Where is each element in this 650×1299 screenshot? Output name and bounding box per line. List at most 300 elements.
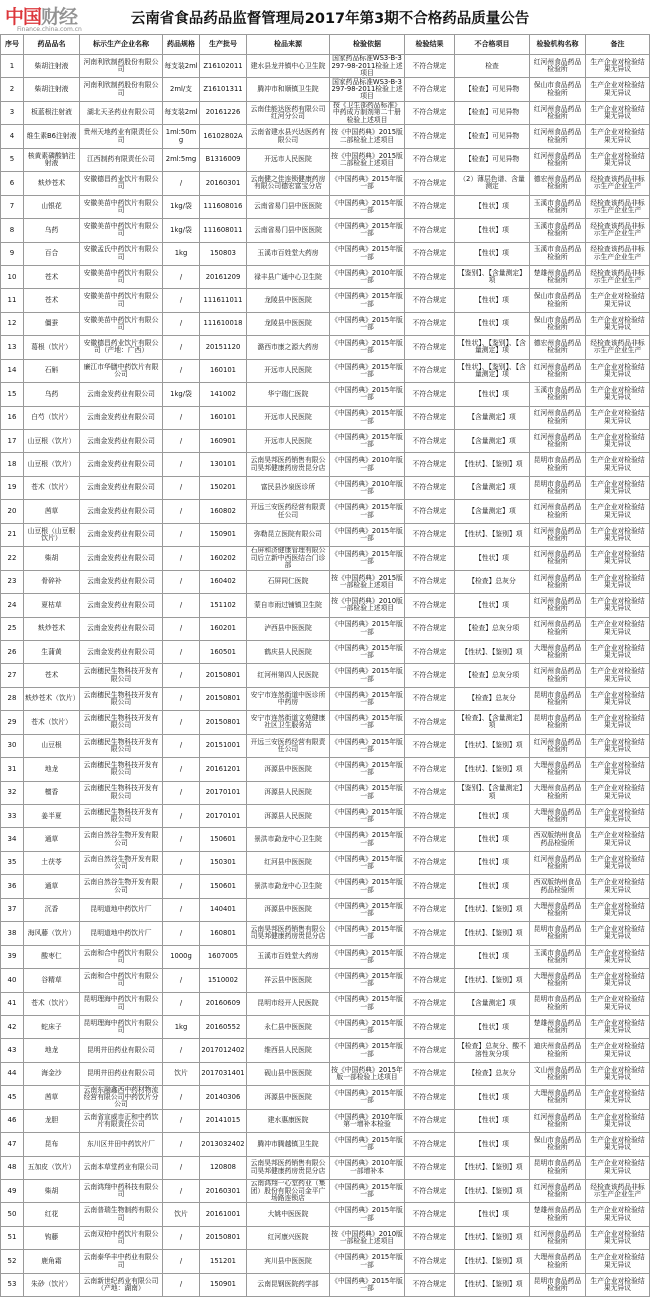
cell-sample-source: 云南省易门县中医医院 [247,196,330,219]
cell-batch-no: 160402 [200,571,247,594]
cell-failed-item: 【鉴别】、【含量测定】项 [455,266,530,289]
cell-remark: 生产企业对检验结果无异议 [586,524,650,547]
cell-serial-no: 22 [0,547,24,570]
cell-serial-no: 36 [0,875,24,898]
cell-failed-item: 【性状】、【鉴别】项 [455,969,530,992]
cell-serial-no: 27 [0,664,24,687]
cell-serial-no: 20 [0,500,24,523]
cell-specification: 1ml:50mg [163,125,200,148]
cell-drug-name: 山豆根（饮片） [24,430,80,453]
table-row [0,571,650,594]
header-test-result: 检验结果 [405,35,455,55]
cell-testing-lab: 大理州食品药品检验所 [530,899,586,922]
cell-failed-item: 【性状】、【鉴别】项 [455,899,530,922]
cell-batch-no: 20161201 [200,758,247,781]
cell-testing-lab: 大理州食品药品检验所 [530,641,586,664]
cell-batch-no: B1316009 [200,149,247,172]
cell-testing-lab: 红河州食品药品检验所 [530,1227,586,1250]
cell-remark: 生产企业对检验结果无异议 [586,289,650,312]
cell-failed-item: 【性状】、【鉴别】项 [455,1180,530,1203]
cell-sample-source: 维西县人民医院 [247,1039,330,1062]
cell-specification: / [163,1157,200,1180]
cell-specification: 1kg/袋 [163,383,200,406]
cell-testing-lab: 红河州食品药品检验所 [530,102,586,125]
cell-failed-item: 【性状】、【鉴别】项 [455,1274,530,1297]
cell-testing-lab: 红河州食品药品检验所 [530,500,586,523]
cell-drug-name: 苍术 [24,664,80,687]
cell-manufacturer: 云南穗民生物科技开发有限公司 [80,758,163,781]
cell-remark: 生产企业对检验结果无异议 [586,313,650,336]
cell-specification: / [163,828,200,851]
cell-drug-name: 地龙 [24,758,80,781]
cell-failed-item: 【性状】、【鉴别】项 [455,1227,530,1250]
cell-sample-source: 云南昊邦医药销售有限公司昊邦健康药房贵昆分店 [247,453,330,476]
cell-remark: 生产企业对检验结果无异议 [586,430,650,453]
cell-failed-item: （2）薄层色谱、含量测定 [455,172,530,195]
cell-failed-item: 【检查】可见异物 [455,149,530,172]
cell-failed-item: 【性状】项 [455,1110,530,1133]
cell-failed-item: 【性状】项 [455,1086,530,1109]
cell-manufacturer: 贵州天地药业有限责任公司 [80,125,163,148]
cell-drug-name: 生蒲黄 [24,641,80,664]
cell-specification: 饮片 [163,1203,200,1226]
cell-serial-no: 39 [0,946,24,969]
cell-sample-source: 云南健之佳连锁健康药房有限公司德宏富宝分店 [247,172,330,195]
cell-test-basis: 《中国药典》2015年版一部 [330,1180,405,1203]
cell-test-result: 不符合规定 [405,993,455,1016]
cell-drug-name: 五加皮（饮片） [24,1157,80,1180]
table-row [0,500,650,523]
cell-test-basis: 《中国药典》2015年版一部 [330,688,405,711]
cell-remark: 生产企业对检验结果无异议 [586,969,650,992]
cell-drug-name: 白芍（饮片） [24,407,80,430]
cell-manufacturer: 湖北天圣药业有限公司 [80,102,163,125]
cell-testing-lab: 红河州食品药品检验所 [530,55,586,78]
cell-test-result: 不符合规定 [405,1274,455,1297]
cell-sample-source: 禄丰县广通中心卫生院 [247,266,330,289]
cell-batch-no: 120808 [200,1157,247,1180]
header-serial-no: 序号 [0,35,24,55]
cell-drug-name: 苍术 [24,266,80,289]
cell-failed-item: 【性状】项 [455,946,530,969]
cell-failed-item: 【性状】项 [455,243,530,266]
cell-serial-no: 43 [0,1039,24,1062]
cell-drug-name: 通草 [24,875,80,898]
cell-failed-item: 【检查】总灰分 [455,571,530,594]
cell-testing-lab: 保山市食品药品检验所 [530,289,586,312]
cell-drug-name: 麸炒苍术（饮片） [24,688,80,711]
cell-remark: 生产企业对检验结果无异议 [586,500,650,523]
cell-sample-source: 红河康兴医院 [247,1227,330,1250]
cell-test-basis: 按《卫生部药品标准》中药成方制剂第二十册检验上述项目 [330,102,405,125]
cell-sample-source: 建水惠康医院 [247,1110,330,1133]
logo-url: Finance.china.com.cn [17,26,82,33]
cell-drug-name: 土茯苓 [24,852,80,875]
cell-testing-lab: 大理州食品药品检验所 [530,1086,586,1109]
cell-serial-no: 37 [0,899,24,922]
cell-testing-lab: 昆明市食品药品检验所 [530,453,586,476]
cell-batch-no: 20151001 [200,735,247,758]
cell-batch-no: 160201 [200,618,247,641]
cell-serial-no: 16 [0,407,24,430]
cell-drug-name: 骨碎补 [24,571,80,594]
cell-manufacturer: 云南金发药业有限公司 [80,524,163,547]
cell-manufacturer: 云南自然谷生物开发有限公司 [80,828,163,851]
cell-test-result: 不符合规定 [405,524,455,547]
table-row [0,336,650,359]
cell-serial-no: 44 [0,1063,24,1086]
cell-serial-no: 42 [0,1016,24,1039]
cell-specification: / [163,1180,200,1203]
cell-sample-source: 龙陵县中医医院 [247,313,330,336]
cell-serial-no: 2 [0,78,24,101]
cell-serial-no: 3 [0,102,24,125]
table-row [0,78,650,101]
cell-testing-lab: 西双版纳州食品药品检验所 [530,828,586,851]
title-bar [0,0,650,34]
cell-remark: 生产企业对检验结果无异议 [586,55,650,78]
cell-test-basis: 《中国药典》2015年版一部 [330,289,405,312]
cell-manufacturer: 云南泰华丰中药业有限公司 [80,1250,163,1273]
header-test-basis: 检验依据 [330,35,405,55]
cell-testing-lab: 大理州食品药品检验所 [530,805,586,828]
cell-test-basis: 《中国药典》2015年版一部 [330,969,405,992]
cell-manufacturer: 昆明道地中药饮片厂 [80,922,163,945]
cell-test-result: 不符合规定 [405,55,455,78]
cell-specification: / [163,430,200,453]
cell-specification: / [163,641,200,664]
cell-drug-name: 石斛 [24,360,80,383]
cell-batch-no: 1607005 [200,946,247,969]
cell-serial-no: 23 [0,571,24,594]
cell-specification: / [163,922,200,945]
cell-drug-name: 麸炒苍术 [24,172,80,195]
cell-manufacturer: 云南金发药业有限公司 [80,594,163,617]
table-row [0,172,650,195]
cell-serial-no: 33 [0,805,24,828]
cell-manufacturer: 云南东融鑫西中药材物流经营有限公司中药饮片分公司 [80,1086,163,1109]
cell-test-result: 不符合规定 [405,688,455,711]
cell-failed-item: 【性状】、【鉴别】、【含量测定】项 [455,360,530,383]
notice-table [0,34,650,1297]
cell-remark: 生产企业对检验结果无异议 [586,149,650,172]
cell-sample-source: 开远市人民医院 [247,149,330,172]
cell-drug-name: 苍术（饮片） [24,993,80,1016]
header-manufacturer: 标示生产企业名称 [80,35,163,55]
cell-manufacturer: 昆明井田药业有限公司 [80,1039,163,1062]
cell-drug-name: 夏枯草 [24,594,80,617]
cell-serial-no: 52 [0,1250,24,1273]
cell-serial-no: 9 [0,243,24,266]
cell-manufacturer: 云南穗民生物科技开发有限公司 [80,664,163,687]
table-row [0,360,650,383]
cell-manufacturer: 云南和合中药饮片有限公司 [80,969,163,992]
cell-serial-no: 15 [0,383,24,406]
cell-remark: 经检查该药品非标示生产企业生产 [586,196,650,219]
cell-failed-item: 【性状】项 [455,1016,530,1039]
cell-test-result: 不符合规定 [405,758,455,781]
table-row [0,55,650,78]
table-row [0,641,650,664]
cell-manufacturer: 云南金发药业有限公司 [80,547,163,570]
cell-testing-lab: 玉溪市食品药品检验所 [530,196,586,219]
cell-manufacturer: 安徽美苗中药饮片有限公司 [80,196,163,219]
cell-sample-source: 洱源县中医医院 [247,899,330,922]
cell-batch-no: 150201 [200,477,247,500]
cell-specification: / [163,852,200,875]
cell-remark: 生产企业对检验结果无异议 [586,360,650,383]
cell-sample-source: 大姚中医医院 [247,1203,330,1226]
cell-sample-source: 景洪市勐龙中心卫生院 [247,828,330,851]
cell-batch-no: 150601 [200,828,247,851]
cell-failed-item: 【性状】、【鉴别】项 [455,1157,530,1180]
cell-test-result: 不符合规定 [405,102,455,125]
header-specification: 药品规格 [163,35,200,55]
cell-manufacturer: 廉江市华膳中药饮片有限公司 [80,360,163,383]
cell-serial-no: 47 [0,1133,24,1156]
cell-drug-name: 柴胡注射液 [24,78,80,101]
cell-test-result: 不符合规定 [405,477,455,500]
cell-serial-no: 50 [0,1203,24,1226]
cell-batch-no: 2017031401 [200,1063,247,1086]
cell-test-basis: 《中国药典》2015年版一部 [330,1250,405,1273]
cell-test-result: 不符合规定 [405,594,455,617]
cell-drug-name: 乌药 [24,219,80,242]
cell-test-result: 不符合规定 [405,618,455,641]
cell-sample-source: 砚山县中医医院 [247,1063,330,1086]
cell-batch-no: 20161001 [200,1203,247,1226]
table-row [0,875,650,898]
cell-serial-no: 29 [0,711,24,734]
cell-test-result: 不符合规定 [405,805,455,828]
cell-drug-name: 地龙 [24,1039,80,1062]
cell-serial-no: 11 [0,289,24,312]
cell-specification: / [163,969,200,992]
cell-testing-lab: 玉溪市食品药品检验所 [530,219,586,242]
cell-testing-lab: 大理州食品药品检验所 [530,758,586,781]
cell-test-basis: 《中国药典》2015年版一部 [330,196,405,219]
cell-test-basis: 按《中国药典》2010版一部检验上述项目 [330,594,405,617]
cell-drug-name: 鹿角霜 [24,1250,80,1273]
cell-serial-no: 13 [0,336,24,359]
cell-manufacturer: 昆明理海中药饮片有限公司 [80,1016,163,1039]
table-row [0,266,650,289]
cell-test-result: 不符合规定 [405,1063,455,1086]
cell-batch-no: 20150801 [200,664,247,687]
cell-specification: / [163,711,200,734]
cell-remark: 生产企业对检验结果无异议 [586,922,650,945]
table-row [0,711,650,734]
cell-test-basis: 《中国药典》2015年版一部 [330,1274,405,1297]
cell-test-result: 不符合规定 [405,922,455,945]
cell-failed-item: 【性状】项 [455,1203,530,1226]
cell-testing-lab: 保山市食品药品检验所 [530,1133,586,1156]
cell-test-result: 不符合规定 [405,1250,455,1273]
cell-remark: 经检查该药品非标示生产企业生产 [586,336,650,359]
cell-testing-lab: 昆明市食品药品检验所 [530,477,586,500]
table-row [0,313,650,336]
cell-failed-item: 【性状】项 [455,313,530,336]
cell-testing-lab: 红河州食品药品检验所 [530,1180,586,1203]
cell-manufacturer: 安徽孟氏中药饮片有限公司 [80,243,163,266]
cell-remark: 生产企业对检验结果无异议 [586,1086,650,1109]
cell-test-basis: 《中国药典》2010年版一部 [330,453,405,476]
cell-remark: 生产企业对检验结果无异议 [586,383,650,406]
cell-test-result: 不符合规定 [405,500,455,523]
cell-testing-lab: 大理州食品药品检验所 [530,1250,586,1273]
cell-batch-no: 140401 [200,899,247,922]
cell-test-result: 不符合规定 [405,899,455,922]
cell-test-result: 不符合规定 [405,149,455,172]
cell-testing-lab: 德宏州食品药品检验所 [530,336,586,359]
cell-test-result: 不符合规定 [405,383,455,406]
cell-remark: 生产企业对检验结果无异议 [586,594,650,617]
cell-specification: / [163,313,200,336]
cell-specification: / [163,524,200,547]
cell-batch-no: 150901 [200,524,247,547]
cell-remark: 生产企业对检验结果无异议 [586,1110,650,1133]
cell-manufacturer: 云南金发药业有限公司 [80,641,163,664]
cell-drug-name: 乌药 [24,383,80,406]
cell-manufacturer: 云南普瑞生物制药有限公司 [80,1203,163,1226]
cell-specification: / [163,336,200,359]
cell-specification: 1kg/袋 [163,196,200,219]
table-row [0,102,650,125]
cell-test-result: 不符合规定 [405,1016,455,1039]
cell-failed-item: 【性状】、【鉴别】项 [455,641,530,664]
cell-remark: 生产企业对检验结果无异议 [586,1133,650,1156]
cell-specification: / [163,618,200,641]
cell-remark: 生产企业对检验结果无异议 [586,782,650,805]
cell-batch-no: 20140306 [200,1086,247,1109]
cell-failed-item: 【性状】项 [455,1133,530,1156]
table-row [0,618,650,641]
cell-serial-no: 7 [0,196,24,219]
cell-drug-name: 葛根（饮片） [24,336,80,359]
cell-specification: 每支装2ml [163,102,200,125]
cell-test-result: 不符合规定 [405,946,455,969]
cell-serial-no: 45 [0,1086,24,1109]
cell-test-basis: 《中国药典》2015年版一部 [330,1016,405,1039]
cell-test-basis: 《中国药典》2015年版一部 [330,993,405,1016]
cell-testing-lab: 保山市食品药品检验所 [530,313,586,336]
cell-specification: / [163,782,200,805]
table-row [0,805,650,828]
cell-specification: / [163,1110,200,1133]
cell-drug-name: 姜半夏 [24,805,80,828]
cell-sample-source: 安宁市连然街道中医诊所中药房 [247,688,330,711]
cell-remark: 生产企业对检验结果无异议 [586,477,650,500]
cell-remark: 生产企业对检验结果无异议 [586,946,650,969]
table-row [0,899,650,922]
cell-remark: 生产企业对检验结果无异议 [586,993,650,1016]
cell-test-result: 不符合规定 [405,828,455,851]
cell-test-result: 不符合规定 [405,336,455,359]
cell-specification: / [163,266,200,289]
cell-manufacturer: 安徽德昌药业饮片有限公司（产地：广西） [80,336,163,359]
cell-failed-item: 【性状】项 [455,828,530,851]
table-row [0,477,650,500]
cell-serial-no: 26 [0,641,24,664]
cell-drug-name: 山豆根（饮片） [24,453,80,476]
cell-test-result: 不符合规定 [405,78,455,101]
table-body [0,55,650,1297]
cell-batch-no: 20141015 [200,1110,247,1133]
cell-sample-source: 红河县中医医院 [247,852,330,875]
cell-manufacturer: 云南金发药业有限公司 [80,453,163,476]
cell-test-result: 不符合规定 [405,219,455,242]
cell-manufacturer: 云南金发药业有限公司 [80,618,163,641]
cell-sample-source: 云南昊邦医药销售有限公司昊邦健康药房贵昆分店 [247,922,330,945]
cell-serial-no: 49 [0,1180,24,1203]
cell-manufacturer: 云南穗民生物科技开发有限公司 [80,805,163,828]
cell-sample-source: 开远市人民医院 [247,407,330,430]
cell-specification: 1kg [163,243,200,266]
cell-testing-lab: 红河州食品药品检验所 [530,430,586,453]
cell-test-result: 不符合规定 [405,453,455,476]
cell-remark: 经检查该药品非标示生产企业生产 [586,219,650,242]
cell-specification: / [163,1227,200,1250]
cell-batch-no: 150901 [200,1274,247,1297]
cell-specification: / [163,1274,200,1297]
cell-drug-name: 麸炒苍术 [24,618,80,641]
cell-manufacturer: 云南鸿翔中药科技有限公司 [80,1180,163,1203]
cell-manufacturer: 江西制药有限责任公司 [80,149,163,172]
table-row [0,1086,650,1109]
cell-remark: 生产企业对检验结果无异议 [586,1203,650,1226]
cell-testing-lab: 红河州食品药品检验所 [530,360,586,383]
cell-sample-source: 石屏和济健康管理有限公司后立新中西医结合门诊部 [247,547,330,570]
table-row [0,828,650,851]
table-row [0,664,650,687]
cell-remark: 生产企业对检验结果无异议 [586,899,650,922]
cell-test-basis: 《中国药典》2015年版一部 [330,805,405,828]
table-row [0,1157,650,1180]
cell-sample-source: 云南昊邦医药销售有限公司昊邦健康药房贵昆分店 [247,1157,330,1180]
cell-testing-lab: 昆明市食品药品检验所 [530,922,586,945]
cell-sample-source: 建水县龙井镇中心卫生院 [247,55,330,78]
cell-testing-lab: 大理州食品药品检验所 [530,782,586,805]
cell-testing-lab: 昆明市食品药品检验所 [530,688,586,711]
cell-sample-source: 潞西市康之源大药房 [247,336,330,359]
cell-sample-source: 鹤庆县人民医院 [247,641,330,664]
cell-manufacturer: 安徽美苗中药饮片有限公司 [80,289,163,312]
cell-specification: / [163,758,200,781]
cell-manufacturer: 云南金发药业有限公司 [80,430,163,453]
cell-sample-source: 云南省易门县中医医院 [247,219,330,242]
table-row [0,383,650,406]
cell-testing-lab: 红河州食品药品检验所 [530,547,586,570]
table-row [0,1063,650,1086]
cell-manufacturer: 云南和合中药饮片有限公司 [80,946,163,969]
cell-remark: 生产企业对检验结果无异议 [586,735,650,758]
cell-test-result: 不符合规定 [405,782,455,805]
cell-testing-lab: 迪庆州食品药品检验所 [530,1039,586,1062]
cell-batch-no: 160901 [200,430,247,453]
cell-sample-source: 开远市人民医院 [247,430,330,453]
cell-testing-lab: 红河州食品药品检验所 [530,1110,586,1133]
cell-drug-name: 山银花 [24,196,80,219]
cell-failed-item: 【检查】、【含量测定】项 [455,711,530,734]
cell-serial-no: 28 [0,688,24,711]
cell-test-result: 不符合规定 [405,969,455,992]
cell-specification: 每支装2ml [163,55,200,78]
cell-testing-lab: 楚雄州食品药品检验所 [530,266,586,289]
cell-testing-lab: 红河州食品药品检验所 [530,852,586,875]
cell-drug-name: 僵蚕 [24,313,80,336]
cell-test-result: 不符合规定 [405,1157,455,1180]
cell-sample-source: 玉溪市百姓堂大药房 [247,946,330,969]
